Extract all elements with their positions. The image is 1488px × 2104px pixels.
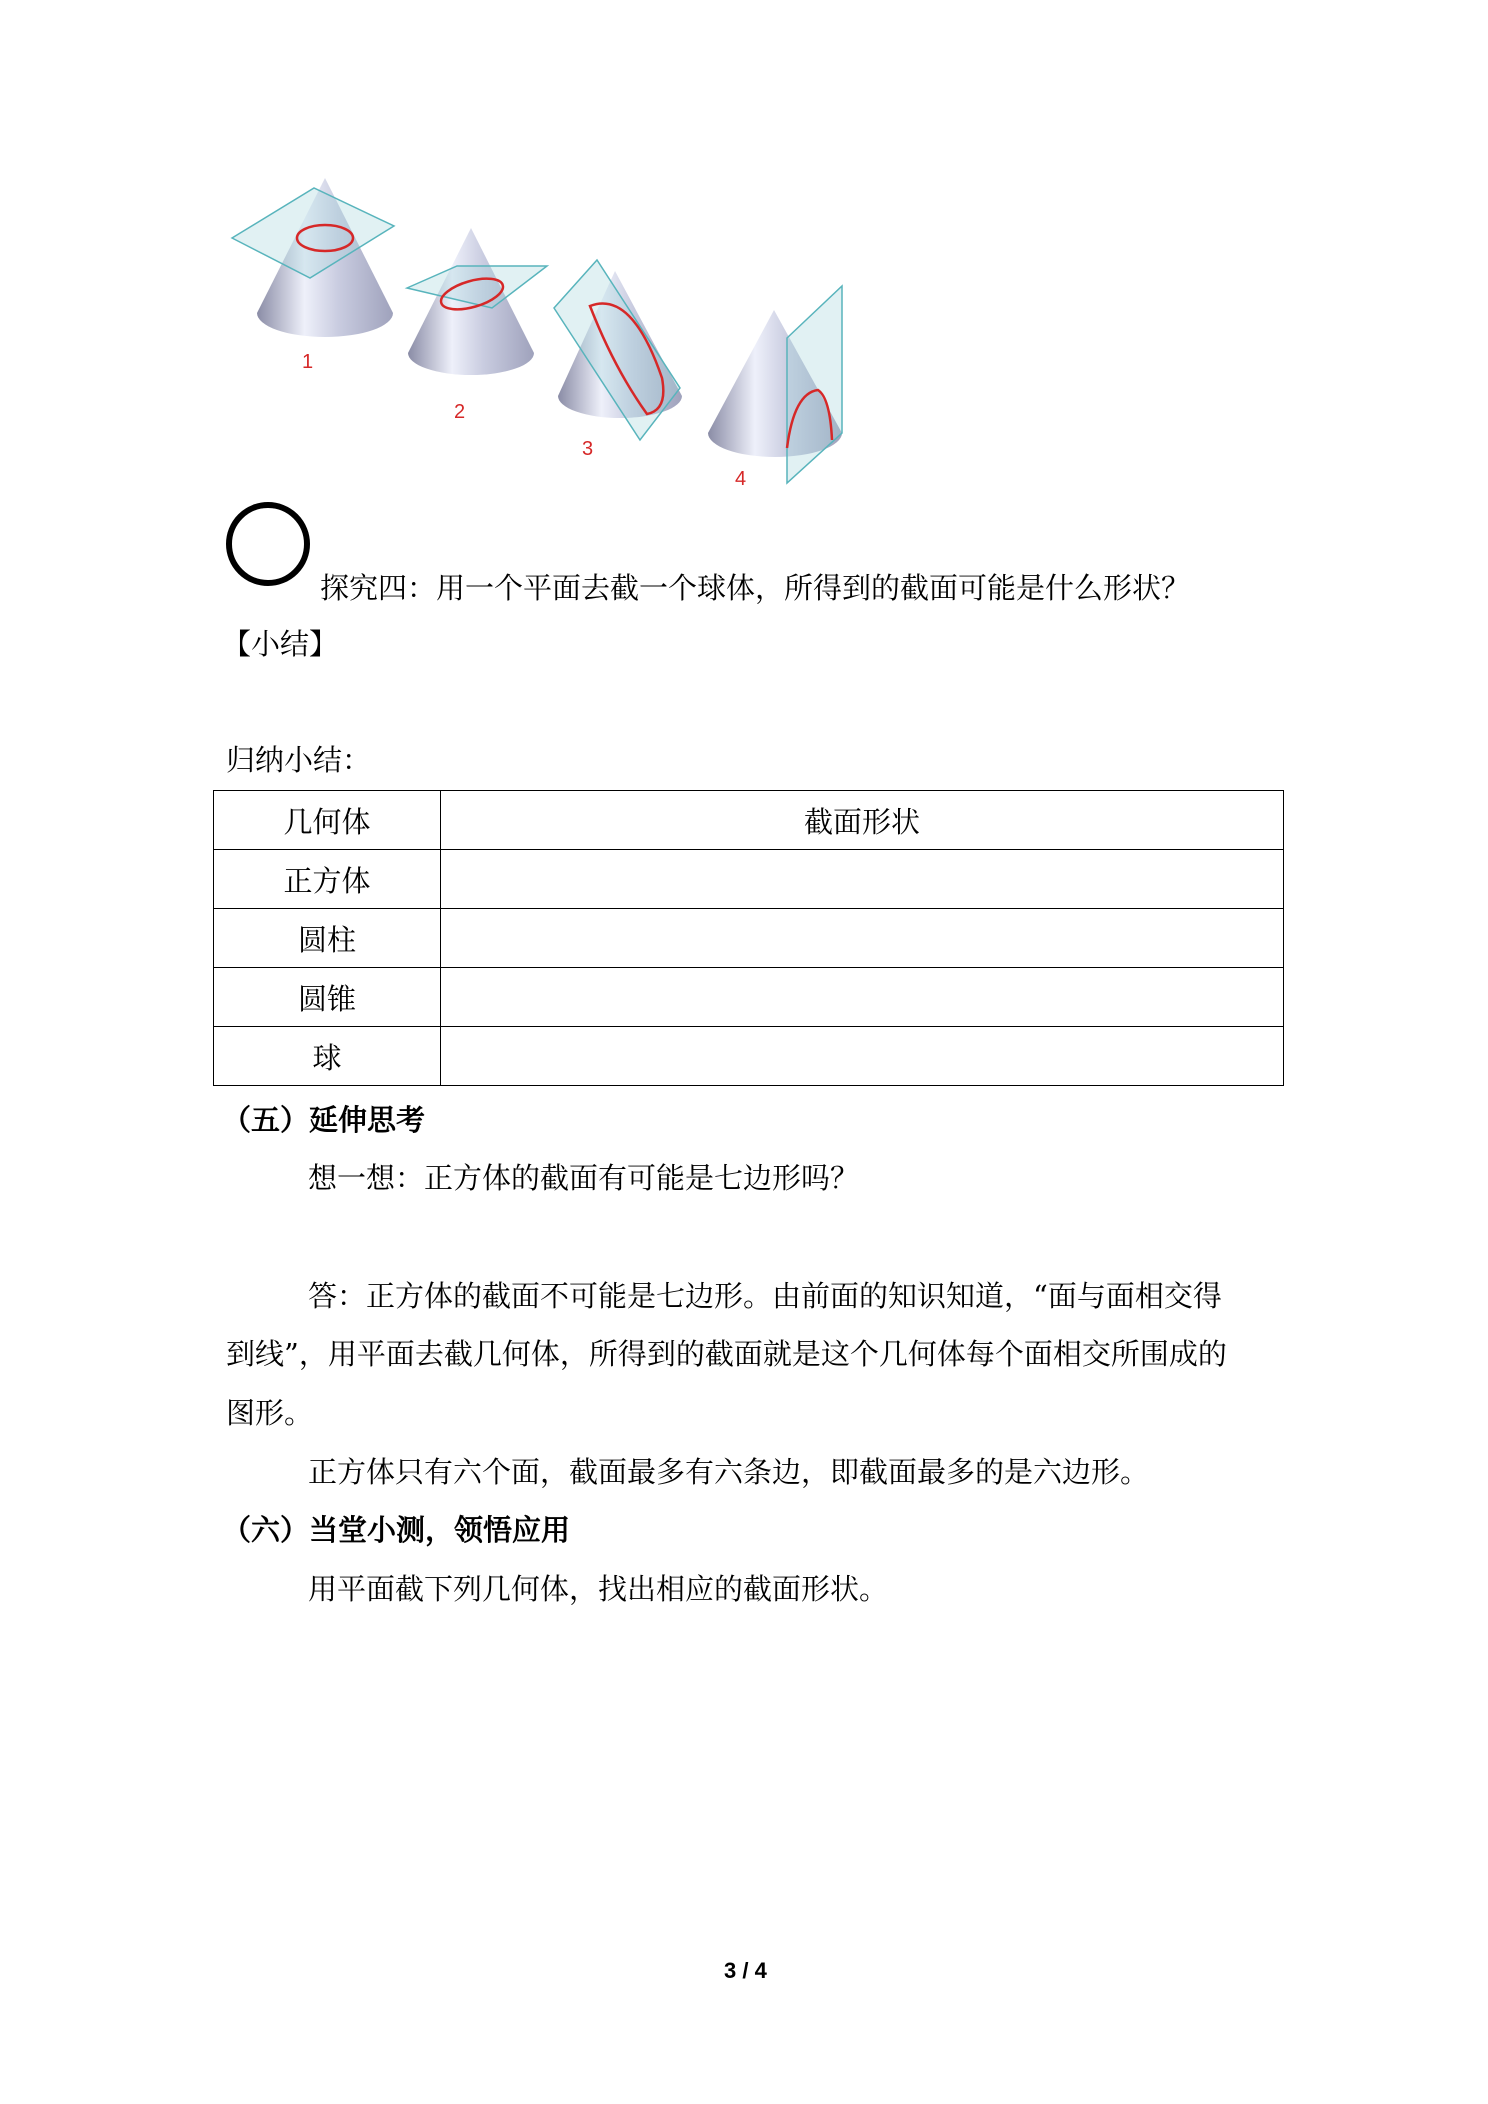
cutting-plane-2 xyxy=(407,266,547,308)
cone-label-3: 3 xyxy=(582,438,594,460)
table-header-section-shape: 截面形状 xyxy=(441,791,1284,850)
table-cell-shape xyxy=(441,850,1284,909)
explore4-question: 探究四：用一个平面去截一个球体，所得到的截面可能是什么形状？ xyxy=(320,571,1191,605)
summary-table xyxy=(213,790,1284,1086)
table-header-solid: 几何体 xyxy=(214,791,441,850)
section5-answer-line1: 答：正方体的截面不可能是七边形。由前面的知识知道，“面与面相交得 xyxy=(308,1279,1222,1313)
table-row xyxy=(214,968,1284,1027)
cone-label-1: 1 xyxy=(302,351,314,373)
summary-heading: 【小结】 xyxy=(222,627,339,661)
cone-label-2: 2 xyxy=(454,401,466,423)
circle-marker-icon xyxy=(226,502,310,586)
section6-heading: （六）当堂小测，领悟应用 xyxy=(222,1513,571,1547)
section6-instruction: 用平面截下列几何体，找出相应的截面形状。 xyxy=(308,1572,889,1606)
cone-2 xyxy=(407,228,547,423)
cutting-plane-1 xyxy=(232,188,394,278)
cone-1 xyxy=(232,178,394,373)
section5-answer-line2: 到线”，用平面去截几何体，所得到的截面就是这个几何体每个面相交所围成的 xyxy=(226,1337,1227,1371)
cone-sections-figure xyxy=(222,178,872,498)
cutting-plane-4 xyxy=(787,286,842,483)
section5-heading: （五）延伸思考 xyxy=(222,1103,426,1137)
cone-4 xyxy=(708,286,842,490)
table-cell-shape xyxy=(441,968,1284,1027)
table-row xyxy=(214,909,1284,968)
table-cell-shape xyxy=(441,1027,1284,1086)
cone-3 xyxy=(554,260,682,460)
section5-question: 想一想：正方体的截面有可能是七边形吗？ xyxy=(308,1161,860,1195)
table-cell-solid: 球 xyxy=(214,1027,441,1086)
induction-label: 归纳小结： xyxy=(226,743,372,777)
table-cell-shape xyxy=(441,909,1284,968)
cone-label-4: 4 xyxy=(735,468,747,490)
table-cell-solid: 正方体 xyxy=(214,850,441,909)
table-cell-solid: 圆锥 xyxy=(214,968,441,1027)
page-number: 3 / 4 xyxy=(724,1958,767,1983)
table-row xyxy=(214,1027,1284,1086)
table-header-row xyxy=(214,791,1284,850)
section5-answer-line4: 正方体只有六个面，截面最多有六条边，即截面最多的是六边形。 xyxy=(308,1455,1150,1489)
table-cell-solid: 圆柱 xyxy=(214,909,441,968)
table-row xyxy=(214,850,1284,909)
section5-answer-line3: 图形。 xyxy=(226,1396,314,1430)
